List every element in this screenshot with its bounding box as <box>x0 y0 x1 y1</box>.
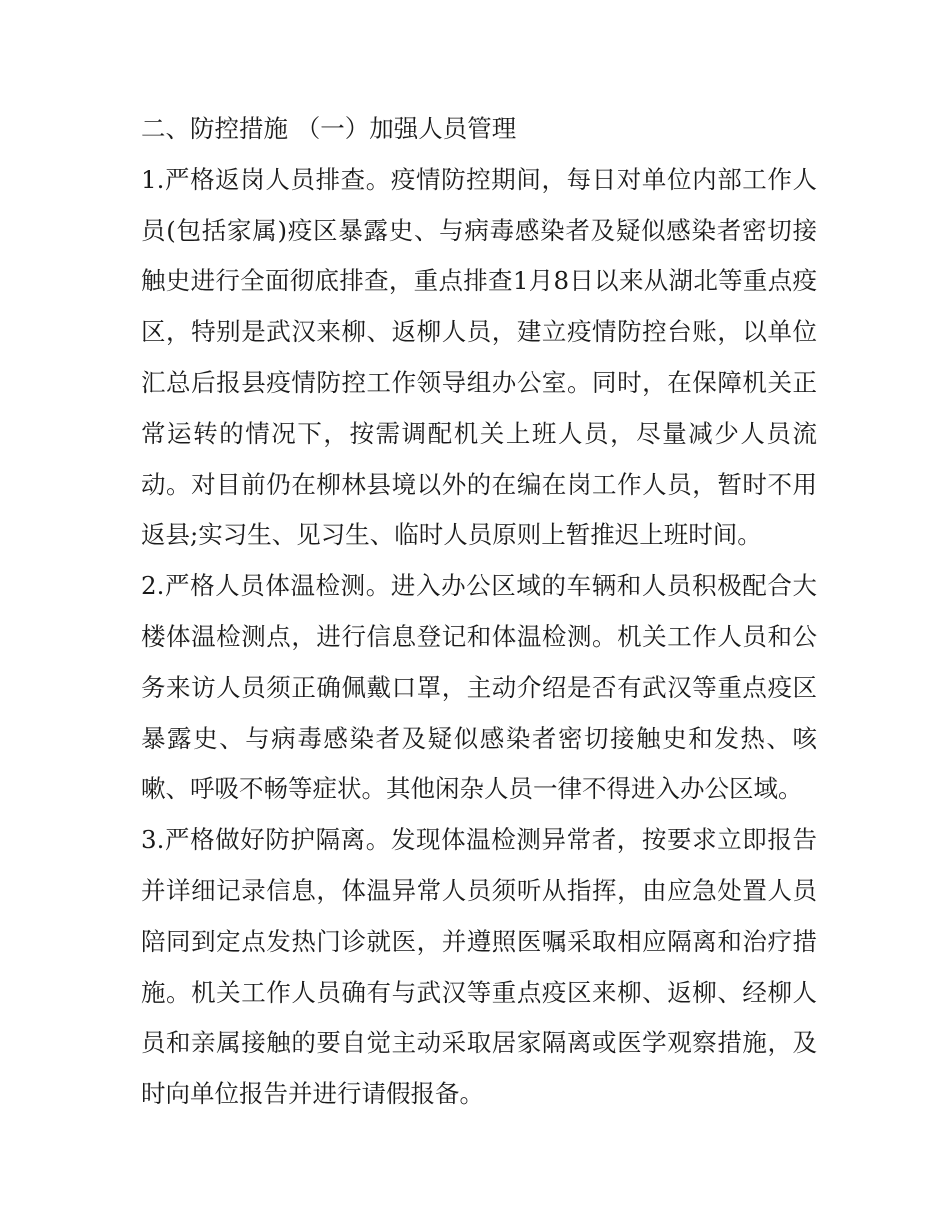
paragraph-returnee-screening: 1.严格返岗人员排查。疫情防控期间，每日对单位内部工作人员(包括家属)疫区暴露史、与病毒感染者及疑似感染者密切接触史进行全面彻底排查，重点排查1月8日以来从湖北等重点疫区，特别是武汉来柳、返柳人员，建立疫情防控台账，以单位汇总后报县疫情防控工作领导组办公室。同时，在保障机关正常运转的情况下，按需调配机关上班人员，尽量减少人员流动。对目前仍在柳林县境以外的在编在岗工作人员，暂时不用返县;实习生、见习生、临时人员原则上暂推迟上班时间。 <box>141 164 817 550</box>
paragraph-temperature-check: 2.严格人员体温检测。进入办公区域的车辆和人员积极配合大楼体温检测点，进行信息登记和体温检测。机关工作人员和公务来访人员须正确佩戴口罩，主动介绍是否有武汉等重点疫区暴露史、与病毒感染者及疑似感染者密切接触史和发热、咳嗽、呼吸不畅等症状。其他闲杂人员一律不得进入办公区域。 <box>141 571 817 804</box>
paragraph-protective-isolation: 3.严格做好防护隔离。发现体温检测异常者，按要求立即报告并详细记录信息，体温异常人员须听从指挥，由应急处置人员陪同到定点发热门诊就医，并遵照医嘱采取相应隔离和治疗措施。机关工作人员确有与武汉等重点疫区来柳、返柳、经柳人员和亲属接触的要自觉主动采取居家隔离或医学观察措施，及时向单位报告并进行请假报备。 <box>141 825 817 1109</box>
document-body <box>141 104 817 1120</box>
section-heading: 二、防控措施 （一）加强人员管理 <box>141 114 517 143</box>
